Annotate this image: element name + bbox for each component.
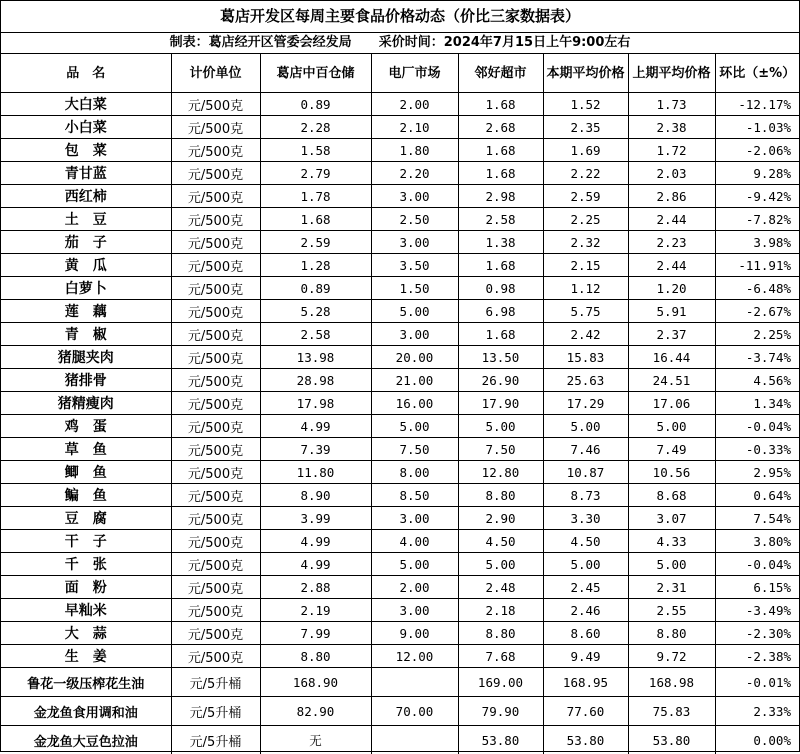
item-name-cell: 猪排骨 — [1, 369, 171, 392]
table-row — [1, 697, 799, 726]
table-row — [1, 323, 799, 346]
current-avg-cell: 2.25 — [543, 208, 628, 231]
price-store1-cell: 1.28 — [260, 254, 371, 277]
price-store3-cell: 53.80 — [458, 726, 543, 754]
previous-avg-cell: 2.44 — [628, 208, 715, 231]
price-store2-cell: 4.00 — [371, 530, 458, 553]
price-store1-cell: 4.99 — [260, 415, 371, 438]
item-name-cell: 生 姜 — [1, 645, 171, 668]
price-store3-cell: 8.80 — [458, 622, 543, 645]
change-pct-cell: 1.34% — [715, 392, 799, 415]
table-row — [1, 162, 799, 185]
col-header-store2: 电厂市场 — [371, 54, 458, 93]
previous-avg-cell: 1.72 — [628, 139, 715, 162]
price-store3-cell: 2.68 — [458, 116, 543, 139]
sheet-title: 葛店开发区每周主要食品价格动态（价比三家数据表） — [1, 1, 799, 33]
change-pct-cell: 6.15% — [715, 576, 799, 599]
change-pct-cell: -2.30% — [715, 622, 799, 645]
change-pct-cell: 0.64% — [715, 484, 799, 507]
previous-avg-cell: 9.72 — [628, 645, 715, 668]
price-store2-cell: 3.00 — [371, 185, 458, 208]
unit-cell: 元/500克 — [171, 277, 260, 300]
previous-avg-cell: 5.91 — [628, 300, 715, 323]
table-row — [1, 116, 799, 139]
price-store3-cell: 1.68 — [458, 254, 543, 277]
price-store2-cell: 16.00 — [371, 392, 458, 415]
price-store3-cell: 8.80 — [458, 484, 543, 507]
current-avg-cell: 2.45 — [543, 576, 628, 599]
current-avg-cell: 25.63 — [543, 369, 628, 392]
current-avg-cell: 3.30 — [543, 507, 628, 530]
price-store3-cell: 79.90 — [458, 697, 543, 726]
unit-cell: 元/500克 — [171, 116, 260, 139]
unit-cell: 元/500克 — [171, 461, 260, 484]
table-row — [1, 346, 799, 369]
table-row — [1, 415, 799, 438]
price-store2-cell: 5.00 — [371, 415, 458, 438]
change-pct-cell: -2.38% — [715, 645, 799, 668]
table-row — [1, 507, 799, 530]
price-store2-cell: 9.00 — [371, 622, 458, 645]
change-pct-cell: -3.74% — [715, 346, 799, 369]
previous-avg-cell: 2.03 — [628, 162, 715, 185]
price-store3-cell: 1.68 — [458, 162, 543, 185]
price-store1-cell: 7.99 — [260, 622, 371, 645]
table-row — [1, 231, 799, 254]
table-row — [1, 530, 799, 553]
current-avg-cell: 53.80 — [543, 726, 628, 754]
item-name-cell: 莲 藕 — [1, 300, 171, 323]
previous-avg-cell: 4.33 — [628, 530, 715, 553]
price-store2-cell: 3.00 — [371, 231, 458, 254]
change-pct-cell: -0.33% — [715, 438, 799, 461]
col-header-current-avg: 本期平均价格 — [543, 54, 628, 93]
price-store1-cell: 4.99 — [260, 553, 371, 576]
unit-cell: 元/500克 — [171, 346, 260, 369]
current-avg-cell: 4.50 — [543, 530, 628, 553]
price-store3-cell: 2.98 — [458, 185, 543, 208]
unit-cell: 元/5升桶 — [171, 726, 260, 754]
unit-cell: 元/500克 — [171, 254, 260, 277]
previous-avg-cell: 17.06 — [628, 392, 715, 415]
price-store1-cell: 5.28 — [260, 300, 371, 323]
item-name-cell: 青甘蓝 — [1, 162, 171, 185]
item-name-cell: 豆 腐 — [1, 507, 171, 530]
price-store2-cell: 8.00 — [371, 461, 458, 484]
price-store1-cell: 1.58 — [260, 139, 371, 162]
item-name-cell: 茄 子 — [1, 231, 171, 254]
price-store1-cell: 1.78 — [260, 185, 371, 208]
price-table — [1, 54, 799, 754]
price-store2-cell: 21.00 — [371, 369, 458, 392]
previous-avg-cell: 2.38 — [628, 116, 715, 139]
previous-avg-cell: 5.00 — [628, 553, 715, 576]
current-avg-cell: 8.60 — [543, 622, 628, 645]
previous-avg-cell: 10.56 — [628, 461, 715, 484]
price-store2-cell: 2.20 — [371, 162, 458, 185]
item-name-cell: 金龙鱼食用调和油 — [1, 697, 171, 726]
price-store1-cell: 11.80 — [260, 461, 371, 484]
change-pct-cell: 2.33% — [715, 697, 799, 726]
item-name-cell: 千 张 — [1, 553, 171, 576]
price-store2-cell: 2.00 — [371, 576, 458, 599]
item-name-cell: 青 椒 — [1, 323, 171, 346]
price-store1-cell: 3.99 — [260, 507, 371, 530]
price-store1-cell: 28.98 — [260, 369, 371, 392]
price-store2-cell: 2.50 — [371, 208, 458, 231]
change-pct-cell: -7.82% — [715, 208, 799, 231]
previous-avg-cell: 75.83 — [628, 697, 715, 726]
item-name-cell: 鸡 蛋 — [1, 415, 171, 438]
price-store2-cell — [371, 668, 458, 697]
price-store1-cell: 0.89 — [260, 277, 371, 300]
change-pct-cell: -12.17% — [715, 93, 799, 116]
price-store1-cell: 17.98 — [260, 392, 371, 415]
table-row — [1, 369, 799, 392]
item-name-cell: 鲫 鱼 — [1, 461, 171, 484]
price-store2-cell: 3.00 — [371, 323, 458, 346]
table-row — [1, 553, 799, 576]
price-store2-cell: 3.00 — [371, 599, 458, 622]
unit-cell: 元/500克 — [171, 369, 260, 392]
table-row — [1, 93, 799, 116]
unit-cell: 元/500克 — [171, 185, 260, 208]
change-pct-cell: -9.42% — [715, 185, 799, 208]
table-row — [1, 254, 799, 277]
price-store1-cell: 1.68 — [260, 208, 371, 231]
previous-avg-cell: 24.51 — [628, 369, 715, 392]
change-pct-cell: -6.48% — [715, 277, 799, 300]
unit-cell: 元/500克 — [171, 93, 260, 116]
unit-cell: 元/500克 — [171, 162, 260, 185]
unit-cell: 元/500克 — [171, 323, 260, 346]
table-row — [1, 438, 799, 461]
change-pct-cell: -0.04% — [715, 553, 799, 576]
price-store3-cell: 26.90 — [458, 369, 543, 392]
price-store2-cell: 2.00 — [371, 93, 458, 116]
price-store2-cell: 20.00 — [371, 346, 458, 369]
unit-cell: 元/500克 — [171, 438, 260, 461]
table-row — [1, 185, 799, 208]
table-row — [1, 576, 799, 599]
previous-avg-cell: 1.73 — [628, 93, 715, 116]
price-store2-cell: 8.50 — [371, 484, 458, 507]
price-store3-cell: 2.18 — [458, 599, 543, 622]
price-store2-cell: 7.50 — [371, 438, 458, 461]
col-header-name: 品 名 — [1, 54, 171, 93]
current-avg-cell: 168.95 — [543, 668, 628, 697]
current-avg-cell: 1.69 — [543, 139, 628, 162]
current-avg-cell: 2.35 — [543, 116, 628, 139]
item-name-cell: 小白菜 — [1, 116, 171, 139]
item-name-cell: 猪腿夹肉 — [1, 346, 171, 369]
table-row — [1, 300, 799, 323]
price-store1-cell: 2.19 — [260, 599, 371, 622]
unit-cell: 元/500克 — [171, 208, 260, 231]
change-pct-cell: 3.80% — [715, 530, 799, 553]
current-avg-cell: 8.73 — [543, 484, 628, 507]
unit-cell: 元/500克 — [171, 139, 260, 162]
table-row — [1, 461, 799, 484]
current-avg-cell: 2.59 — [543, 185, 628, 208]
current-avg-cell: 5.75 — [543, 300, 628, 323]
price-store3-cell: 4.50 — [458, 530, 543, 553]
price-store2-cell: 5.00 — [371, 553, 458, 576]
previous-avg-cell: 16.44 — [628, 346, 715, 369]
change-pct-cell: -3.49% — [715, 599, 799, 622]
change-pct-cell: -0.04% — [715, 415, 799, 438]
price-store2-cell: 5.00 — [371, 300, 458, 323]
item-name-cell: 黄 瓜 — [1, 254, 171, 277]
price-store3-cell: 2.90 — [458, 507, 543, 530]
item-name-cell: 大白菜 — [1, 93, 171, 116]
price-store1-cell: 0.89 — [260, 93, 371, 116]
unit-cell: 元/500克 — [171, 553, 260, 576]
table-row — [1, 484, 799, 507]
previous-avg-cell: 7.49 — [628, 438, 715, 461]
item-name-cell: 草 鱼 — [1, 438, 171, 461]
change-pct-cell: 2.95% — [715, 461, 799, 484]
header-row — [1, 54, 799, 93]
item-name-cell: 面 粉 — [1, 576, 171, 599]
current-avg-cell: 2.46 — [543, 599, 628, 622]
collection-time-text: 采价时间：2024年7月15日上午9:00左右 — [379, 35, 631, 50]
current-avg-cell: 77.60 — [543, 697, 628, 726]
previous-avg-cell: 53.80 — [628, 726, 715, 754]
unit-cell: 元/5升桶 — [171, 668, 260, 697]
unit-cell: 元/500克 — [171, 530, 260, 553]
table-row — [1, 645, 799, 668]
unit-cell: 元/500克 — [171, 231, 260, 254]
previous-avg-cell: 168.98 — [628, 668, 715, 697]
previous-avg-cell: 2.37 — [628, 323, 715, 346]
current-avg-cell: 10.87 — [543, 461, 628, 484]
current-avg-cell: 2.22 — [543, 162, 628, 185]
price-store3-cell: 7.68 — [458, 645, 543, 668]
change-pct-cell: 7.54% — [715, 507, 799, 530]
price-store1-cell: 无 — [260, 726, 371, 754]
price-store1-cell: 2.58 — [260, 323, 371, 346]
price-store3-cell: 5.00 — [458, 553, 543, 576]
table-body — [1, 93, 799, 754]
price-store1-cell: 82.90 — [260, 697, 371, 726]
price-store3-cell: 17.90 — [458, 392, 543, 415]
current-avg-cell: 9.49 — [543, 645, 628, 668]
current-avg-cell: 17.29 — [543, 392, 628, 415]
price-store3-cell: 13.50 — [458, 346, 543, 369]
price-store2-cell: 70.00 — [371, 697, 458, 726]
price-store3-cell: 1.68 — [458, 323, 543, 346]
price-store1-cell: 2.28 — [260, 116, 371, 139]
unit-cell: 元/500克 — [171, 622, 260, 645]
table-row — [1, 139, 799, 162]
price-store2-cell — [371, 726, 458, 754]
change-pct-cell: 9.28% — [715, 162, 799, 185]
col-header-change: 环比（±%） — [715, 54, 799, 93]
price-store1-cell: 8.80 — [260, 645, 371, 668]
unit-cell: 元/5升桶 — [171, 697, 260, 726]
item-name-cell: 早籼米 — [1, 599, 171, 622]
price-store3-cell: 6.98 — [458, 300, 543, 323]
price-store1-cell: 2.88 — [260, 576, 371, 599]
table-row — [1, 622, 799, 645]
price-store3-cell: 7.50 — [458, 438, 543, 461]
item-name-cell: 干 子 — [1, 530, 171, 553]
maker-text: 制表：葛店经开区管委会经发局 — [170, 35, 352, 50]
price-store1-cell: 13.98 — [260, 346, 371, 369]
table-row — [1, 668, 799, 697]
price-store2-cell: 3.00 — [371, 507, 458, 530]
price-store3-cell: 1.68 — [458, 139, 543, 162]
price-store3-cell: 1.38 — [458, 231, 543, 254]
unit-cell: 元/500克 — [171, 576, 260, 599]
change-pct-cell: -0.01% — [715, 668, 799, 697]
price-store3-cell: 1.68 — [458, 93, 543, 116]
item-name-cell: 金龙鱼大豆色拉油 — [1, 726, 171, 754]
price-store3-cell: 2.48 — [458, 576, 543, 599]
previous-avg-cell: 1.20 — [628, 277, 715, 300]
current-avg-cell: 1.52 — [543, 93, 628, 116]
price-store3-cell: 0.98 — [458, 277, 543, 300]
current-avg-cell: 2.42 — [543, 323, 628, 346]
item-name-cell: 大 蒜 — [1, 622, 171, 645]
unit-cell: 元/500克 — [171, 645, 260, 668]
change-pct-cell: 4.56% — [715, 369, 799, 392]
price-store3-cell: 169.00 — [458, 668, 543, 697]
item-name-cell: 鲁花一级压榨花生油 — [1, 668, 171, 697]
unit-cell: 元/500克 — [171, 392, 260, 415]
price-store1-cell: 168.90 — [260, 668, 371, 697]
price-store1-cell: 7.39 — [260, 438, 371, 461]
change-pct-cell: -2.06% — [715, 139, 799, 162]
table-row — [1, 599, 799, 622]
current-avg-cell: 5.00 — [543, 415, 628, 438]
change-pct-cell: -2.67% — [715, 300, 799, 323]
previous-avg-cell: 3.07 — [628, 507, 715, 530]
previous-avg-cell: 5.00 — [628, 415, 715, 438]
table-row — [1, 277, 799, 300]
unit-cell: 元/500克 — [171, 599, 260, 622]
price-store2-cell: 1.50 — [371, 277, 458, 300]
col-header-store3: 邻好超市 — [458, 54, 543, 93]
price-store1-cell: 8.90 — [260, 484, 371, 507]
current-avg-cell: 1.12 — [543, 277, 628, 300]
current-avg-cell: 2.15 — [543, 254, 628, 277]
table-row — [1, 726, 799, 754]
previous-avg-cell: 2.31 — [628, 576, 715, 599]
price-store1-cell: 4.99 — [260, 530, 371, 553]
unit-cell: 元/500克 — [171, 415, 260, 438]
col-header-previous-avg: 上期平均价格 — [628, 54, 715, 93]
previous-avg-cell: 2.55 — [628, 599, 715, 622]
previous-avg-cell: 8.80 — [628, 622, 715, 645]
item-name-cell: 西红柿 — [1, 185, 171, 208]
price-store1-cell: 2.79 — [260, 162, 371, 185]
unit-cell: 元/500克 — [171, 507, 260, 530]
previous-avg-cell: 2.44 — [628, 254, 715, 277]
previous-avg-cell: 8.68 — [628, 484, 715, 507]
previous-avg-cell: 2.86 — [628, 185, 715, 208]
item-name-cell: 土 豆 — [1, 208, 171, 231]
unit-cell: 元/500克 — [171, 484, 260, 507]
sheet-meta — [1, 33, 799, 54]
col-header-store1: 葛店中百仓储 — [260, 54, 371, 93]
change-pct-cell: 3.98% — [715, 231, 799, 254]
table-row — [1, 208, 799, 231]
item-name-cell: 包 菜 — [1, 139, 171, 162]
current-avg-cell: 15.83 — [543, 346, 628, 369]
change-pct-cell: -1.03% — [715, 116, 799, 139]
price-store3-cell: 2.58 — [458, 208, 543, 231]
item-name-cell: 白萝卜 — [1, 277, 171, 300]
price-store3-cell: 12.80 — [458, 461, 543, 484]
item-name-cell: 鳊 鱼 — [1, 484, 171, 507]
previous-avg-cell: 2.23 — [628, 231, 715, 254]
price-store2-cell: 3.50 — [371, 254, 458, 277]
table-row — [1, 392, 799, 415]
current-avg-cell: 7.46 — [543, 438, 628, 461]
change-pct-cell: 2.25% — [715, 323, 799, 346]
col-header-unit: 计价单位 — [171, 54, 260, 93]
current-avg-cell: 5.00 — [543, 553, 628, 576]
unit-cell: 元/500克 — [171, 300, 260, 323]
change-pct-cell: 0.00% — [715, 726, 799, 754]
price-store3-cell: 5.00 — [458, 415, 543, 438]
current-avg-cell: 2.32 — [543, 231, 628, 254]
change-pct-cell: -11.91% — [715, 254, 799, 277]
price-store1-cell: 2.59 — [260, 231, 371, 254]
price-store2-cell: 1.80 — [371, 139, 458, 162]
price-store2-cell: 2.10 — [371, 116, 458, 139]
item-name-cell: 猪精瘦肉 — [1, 392, 171, 415]
price-store2-cell: 12.00 — [371, 645, 458, 668]
